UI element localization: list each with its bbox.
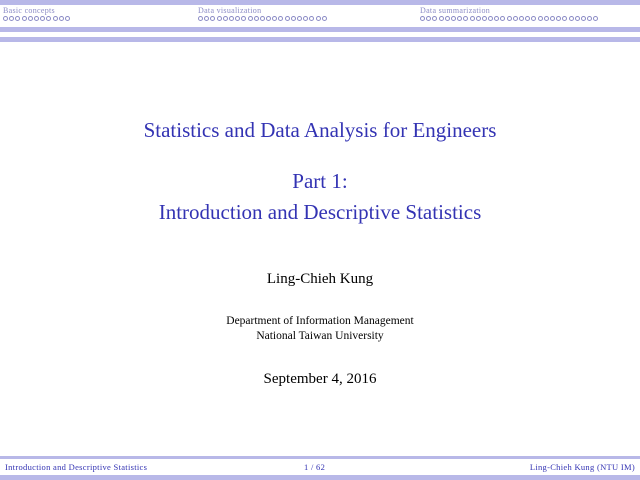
presentation-title: Statistics and Data Analysis for Engineers	[143, 118, 497, 142]
footer-short-title: Introduction and Descriptive Statistics	[5, 462, 148, 472]
footer	[0, 456, 640, 480]
nav-section-basic-concepts[interactable]: Basic concepts	[3, 6, 55, 15]
nav-frame-dot[interactable]	[316, 16, 321, 21]
nav-frame-dot[interactable]	[278, 16, 283, 21]
nav-frame-dot[interactable]	[500, 16, 505, 21]
nav-dots-data-visualization[interactable]	[198, 16, 327, 23]
nav-frame-dot[interactable]	[538, 16, 543, 21]
nav-frame-dot[interactable]	[593, 16, 598, 21]
nav-frame-dot[interactable]	[248, 16, 253, 21]
nav-frame-dot[interactable]	[463, 16, 468, 21]
nav-frame-dot[interactable]	[210, 16, 215, 21]
nav-frame-dot[interactable]	[260, 16, 265, 21]
nav-frame-dot[interactable]	[550, 16, 555, 21]
nav-frame-dot[interactable]	[297, 16, 302, 21]
nav-frame-dot[interactable]	[519, 16, 524, 21]
presentation-subtitle: Introduction and Descriptive Statistics	[158, 200, 482, 224]
nav-frame-dot[interactable]	[562, 16, 567, 21]
nav-frame-dot[interactable]	[513, 16, 518, 21]
footer-band	[0, 456, 640, 459]
nav-frame-dot[interactable]	[9, 16, 14, 21]
nav-section-data-summarization[interactable]: Data summarization	[420, 6, 491, 15]
nav-frame-dot[interactable]	[569, 16, 574, 21]
nav-frame-dot[interactable]	[229, 16, 234, 21]
nav-frame-dot[interactable]	[432, 16, 437, 21]
nav-frame-dot[interactable]	[34, 16, 39, 21]
section-navigation	[0, 0, 640, 27]
footer-author: Ling-Chieh Kung (NTU IM)	[529, 462, 635, 472]
nav-frame-dot[interactable]	[28, 16, 33, 21]
nav-frame-dot[interactable]	[235, 16, 240, 21]
nav-frame-dot[interactable]	[223, 16, 228, 21]
nav-frame-dot[interactable]	[241, 16, 246, 21]
nav-frame-dot[interactable]	[420, 16, 425, 21]
footer-band-lower	[0, 475, 640, 480]
nav-frame-dot[interactable]	[457, 16, 462, 21]
nav-frame-dot[interactable]	[65, 16, 70, 21]
header-band-lower	[0, 37, 640, 42]
nav-frame-dot[interactable]	[451, 16, 456, 21]
institution-department: Department of Information Management	[226, 315, 414, 327]
nav-frame-dot[interactable]	[488, 16, 493, 21]
nav-section-data-visualization[interactable]: Data visualization	[198, 6, 262, 15]
nav-frame-dot[interactable]	[59, 16, 64, 21]
institution-university: National Taiwan University	[256, 330, 384, 342]
nav-dots-data-summarization[interactable]	[420, 16, 598, 23]
nav-frame-dot[interactable]	[507, 16, 512, 21]
nav-frame-dot[interactable]	[322, 16, 327, 21]
nav-frame-dot[interactable]	[587, 16, 592, 21]
nav-band	[0, 0, 640, 5]
nav-frame-dot[interactable]	[482, 16, 487, 21]
nav-frame-dot[interactable]	[494, 16, 499, 21]
nav-frame-dot[interactable]	[303, 16, 308, 21]
nav-frame-dot[interactable]	[445, 16, 450, 21]
nav-frame-dot[interactable]	[476, 16, 481, 21]
nav-frame-dot[interactable]	[46, 16, 51, 21]
nav-frame-dot[interactable]	[285, 16, 290, 21]
nav-frame-dot[interactable]	[309, 16, 314, 21]
nav-frame-dot[interactable]	[544, 16, 549, 21]
nav-frame-dot[interactable]	[22, 16, 27, 21]
nav-frame-dot[interactable]	[531, 16, 536, 21]
nav-frame-dot[interactable]	[575, 16, 580, 21]
nav-frame-dot[interactable]	[198, 16, 203, 21]
nav-frame-dot[interactable]	[15, 16, 20, 21]
presentation-date: September 4, 2016	[263, 371, 377, 387]
nav-frame-dot[interactable]	[254, 16, 259, 21]
author-name: Ling-Chieh Kung	[266, 271, 374, 287]
nav-frame-dot[interactable]	[470, 16, 475, 21]
nav-frame-dot[interactable]	[272, 16, 277, 21]
nav-frame-dot[interactable]	[525, 16, 530, 21]
nav-frame-dot[interactable]	[217, 16, 222, 21]
nav-frame-dot[interactable]	[439, 16, 444, 21]
nav-frame-dot[interactable]	[53, 16, 58, 21]
nav-frame-dot[interactable]	[556, 16, 561, 21]
nav-frame-dot[interactable]	[291, 16, 296, 21]
nav-dots-basic-concepts[interactable]	[3, 16, 70, 23]
nav-frame-dot[interactable]	[40, 16, 45, 21]
nav-frame-dot[interactable]	[3, 16, 8, 21]
nav-frame-dot[interactable]	[266, 16, 271, 21]
footer-page-number: 1 / 62	[304, 462, 326, 472]
nav-frame-dot[interactable]	[581, 16, 586, 21]
nav-frame-dot[interactable]	[204, 16, 209, 21]
nav-frame-dot[interactable]	[426, 16, 431, 21]
presentation-part: Part 1:	[292, 169, 348, 193]
